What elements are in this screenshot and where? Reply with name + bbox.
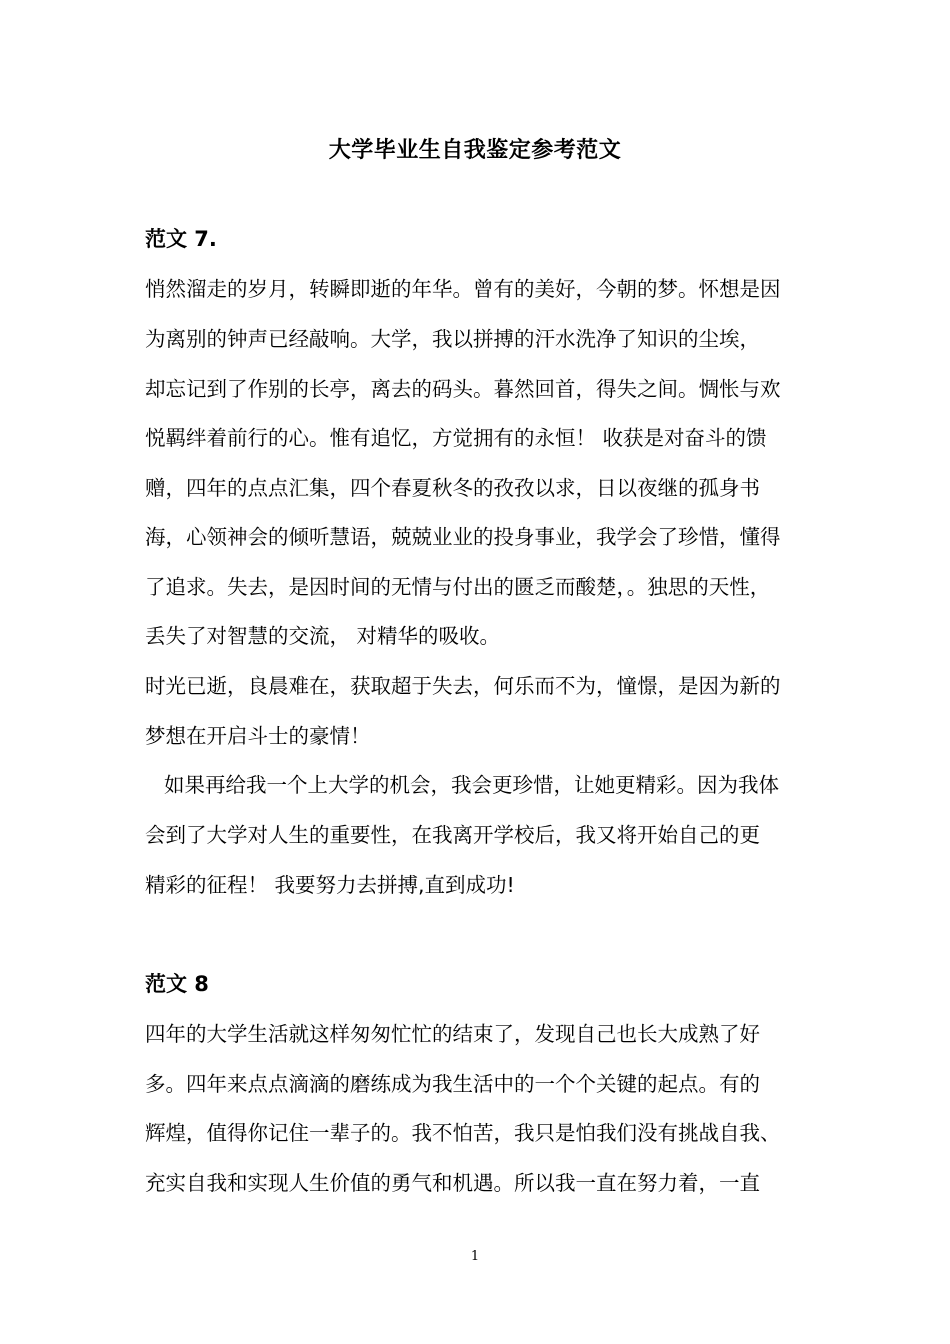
paragraph-line: 多。四年来点点滴滴的磨练成为我生活中的一个个关键的起点。有的 xyxy=(145,1072,760,1096)
paragraph-line: 时光已逝，良晨难在，获取超于失去，何乐而不为，憧憬，是因为新的 xyxy=(145,674,781,698)
paragraph-line: 悄然溜走的岁月，转瞬即逝的年华。曾有的美好，今朝的梦。怀想是因 xyxy=(145,277,781,301)
paragraph-line: 梦想在开启斗士的豪情！ xyxy=(145,724,371,748)
section-heading-8: 范文 8 xyxy=(145,972,209,996)
paragraph-line: 会到了大学对人生的重要性，在我离开学校后，我又将开始自己的更 xyxy=(145,823,760,847)
paragraph-line: 赠，四年的点点汇集，四个春夏秋冬的孜孜以求，日以夜继的孤身书 xyxy=(145,476,760,500)
paragraph-line: 悦羁绊着前行的心。惟有追忆，方觉拥有的永恒！ 收获是对奋斗的馈 xyxy=(145,426,767,450)
paragraph-line: 精彩的征程！ 我要努力去拼搏,直到成功! xyxy=(145,873,515,897)
paragraph-line: 海，心领神会的倾听慧语，兢兢业业的投身事业，我学会了珍惜，懂得 xyxy=(145,525,781,549)
document-title: 大学毕业生自我鉴定参考范文 xyxy=(328,138,622,163)
paragraph-line: 丢失了对智慧的交流， 对精华的吸收。 xyxy=(145,624,501,648)
paragraph-line: 辉煌，值得你记住一辈子的。我不怕苦，我只是怕我们没有挑战自我、 xyxy=(145,1121,781,1145)
paragraph-line: 充实自我和实现人生价值的勇气和机遇。所以我一直在努力着，一直 xyxy=(145,1171,760,1195)
paragraph-line: 如果再给我一个上大学的机会，我会更珍惜，让她更精彩。因为我体 xyxy=(164,773,779,797)
page-number: 1 xyxy=(470,1249,480,1264)
paragraph-line: 为离别的钟声已经敲响。大学，我以拼搏的汗水洗净了知识的尘埃， xyxy=(145,327,760,351)
paragraph-line: 却忘记到了作别的长亭，离去的码头。暮然回首，得失之间。惆怅与欢 xyxy=(145,377,781,401)
paragraph-line: 了追求。失去，是因时间的无情与付出的匮乏而酸楚，。独思的天性， xyxy=(145,575,771,599)
paragraph-line: 四年的大学生活就这样匆匆忙忙的结束了，发现自己也长大成熟了好 xyxy=(145,1022,760,1046)
section-heading-7: 范文 7. xyxy=(145,227,217,251)
